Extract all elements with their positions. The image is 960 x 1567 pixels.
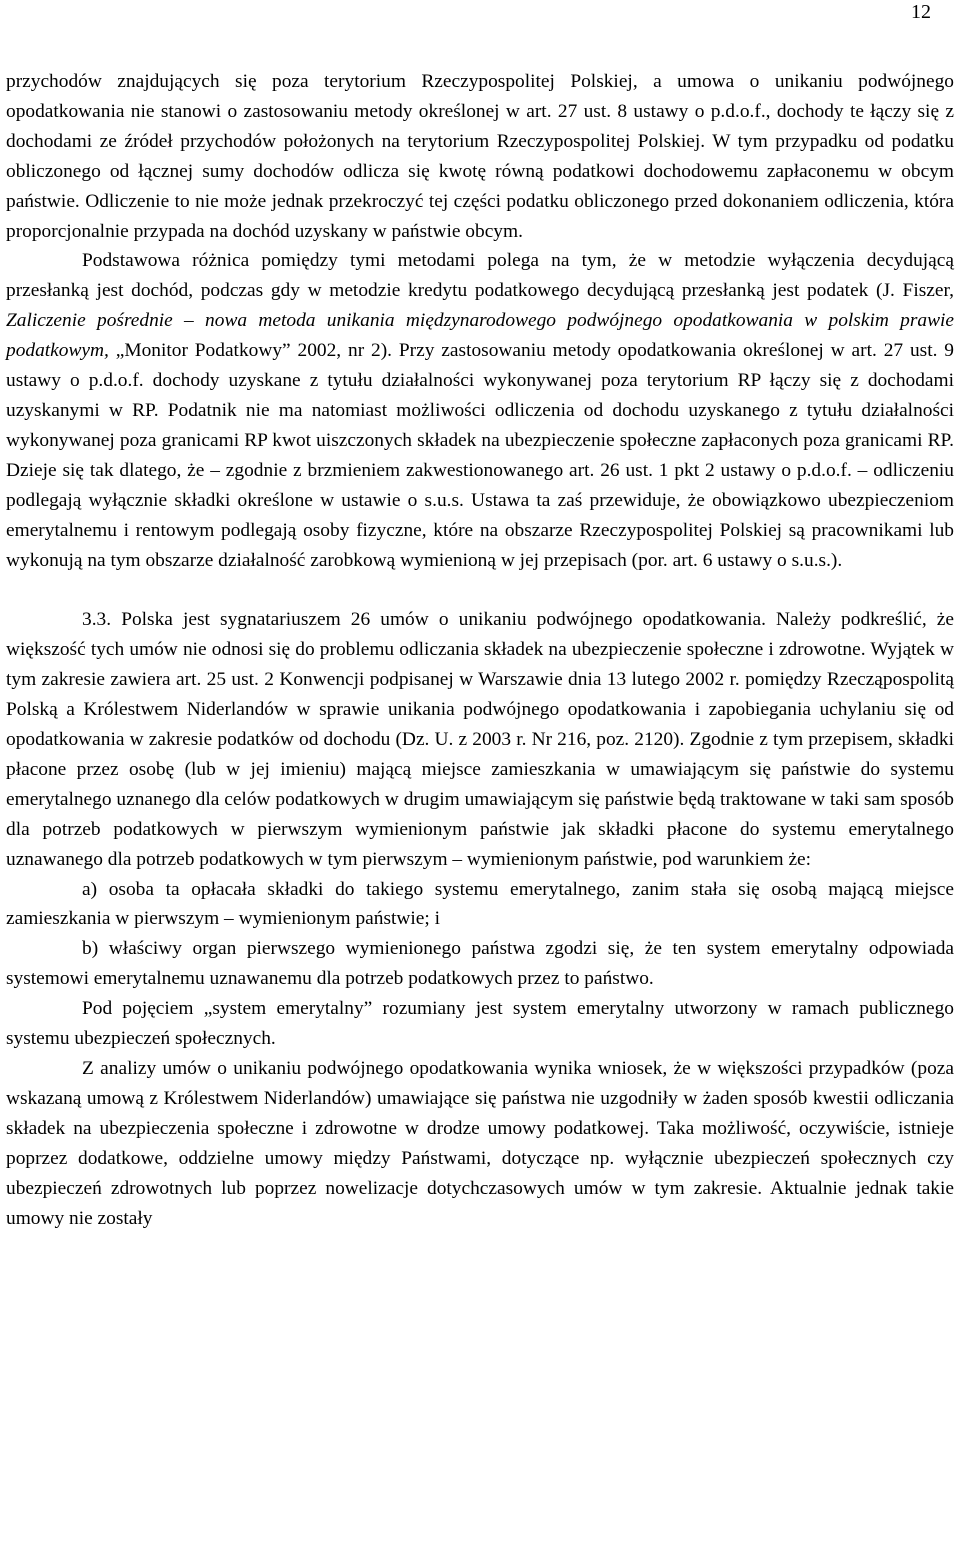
paragraph-section-3-3: 3.3. Polska jest sygnatariuszem 26 umów o unikaniu podwójnego opodatkowania. Należy podkreślić, że większość tych umów nie odnosi się do problemu odliczania składek na ubezpieczenie społeczne i zdrowotne. Wyjątek w tym zakresie zawiera art. 25 ust. 2 Konwencji podpisanej w Warszawie dnia 13 lutego 2002 r. pomiędzy Rzecząpospolitą Polską a Królestwem Niderlandów w sprawie unikania podwójnego opodatkowania i zapobiegania uchylaniu się od opodatkowania w zakresie podatków od dochodu (Dz. U. z 2003 r. Nr 216, poz. 2120). Zgodnie z tym przepisem, składki płacone przez osobę (lub w jej imieniu) mającą miejsce zamieszkania w umawiającym się państwie do systemu emerytalnego uznanego dla celów podatkowych w drugim umawiającym się państwie będą traktowane w taki sam sposób dla potrzeb podatkowych w pierwszym wymienionym państwie jak składki płacone do systemu emerytalnego uznawanego dla potrzeb podatkowych w tym pierwszym – wymienionym państwie, pod warunkiem że: — [6, 609, 954, 870]
paragraph-pension-system: Pod pojęciem „system emerytalny” rozumiany jest system emerytalny utworzony w ramach publicznego systemu ubezpieczeń społecznych. — [6, 998, 954, 1050]
document-body — [6, 67, 954, 1233]
cited-title: Zaliczenie pośrednie – nowa metoda unikania międzynarodowego podwójnego opodatkowania w polskim prawie podatkowym, — [6, 310, 954, 362]
paragraph-text: „Monitor Podatkowy” 2002, nr 2). Przy zastosowaniu metody opodatkowania określonej w art. 27 ust. 9 ustawy o p.d.o.f. dochody uzyskane z tytułu działalności wykonywanej poza terytorium RP łączy się z dochodami uzyskanymi w RP. Podatnik nie ma natomiast możliwości odliczenia od dochodu uzyskanego z tytułu działalności wykonywanej poza granicami RP kwot uiszczonych składek na ubezpieczenie społeczne zapłaconych poza granicami RP. Dzieje się tak dlatego, że – zgodnie z brzmieniem zakwestionowanego art. 26 ust. 1 pkt 2 ustawy o p.d.o.f. – odliczeniu podlegają wyłącznie składki określone w ustawie o s.u.s. Ustawa ta zaś przewiduje, że obowiązkowo ubezpieczeniom emerytalnemu i rentowym podlegają osoby fizyczne, które na obszarze Rzeczypospolitej Polskiej są pracownikami lub wykonują na tym obszarze działalność zarobkową wymienioną w jej przepisach (por. art. 6 ustawy o s.u.s.). — [6, 340, 954, 571]
paragraph-continued: przychodów znajdujących się poza terytorium Rzeczypospolitej Polskiej, a umowa o unikaniu podwójnego opodatkowania nie stanowi o zastosowaniu metody określonej w art. 27 ust. 8 ustawy o p.d.o.f., dochody te łączy się z dochodami ze źródeł przychodów położonych na terytorium Rzeczypospolitej Polskiej. W tym przypadku od podatku obliczonego od łącznej sumy dochodów odlicza się kwotę równą podatkowi dochodowemu zapłaconemu w obcym państwie. Odliczenie to nie może jednak przekroczyć tej części podatku obliczonego przed dokonaniem odliczenia, która proporcjonalnie przypada na dochód uzyskany w państwie obcym. — [6, 71, 954, 242]
paragraph-text: Podstawowa różnica pomiędzy tymi metodami polega na tym, że w metodzie wyłączenia decydującą przesłanką jest dochód, podczas gdy w metodzie kredytu podatkowego decydującą przesłanką jest podatek (J. Fiszer, — [6, 250, 954, 302]
list-item-a: a) osoba ta opłacała składki do takiego systemu emerytalnego, zanim stała się osobą mającą miejsce zamieszkania w pierwszym – wymienionym państwie; i — [6, 878, 954, 930]
page-number: 12 — [911, 1, 931, 23]
paragraph-analysis: Z analizy umów o unikaniu podwójnego opodatkowania wynika wniosek, że w większości przypadków (poza wskazaną umową z Królestwem Niderlandów) umawiające się państwa nie uzgodniły w żaden sposób kwestii odliczania składek na ubezpieczenia społeczne i zdrowotne w drodze umowy podatkowej. Taka możliwość, oczywiście, istnieje poprzez dodatkowe, oddzielne umowy między Państwami, dotyczące np. wyłącznie ubezpieczeń społecznych czy ubezpieczeń zdrowotnych lub poprzez nowelizacje dotychczasowych umów w tym zakresie. Aktualnie jednak takie umowy nie zostały — [6, 1058, 954, 1229]
paragraph-methods-difference — [6, 246, 954, 575]
list-item-b: b) właściwy organ pierwszego wymienionego państwa zgodzi się, że ten system emerytalny odpowiada systemowi emerytalnemu uznawanemu dla potrzeb podatkowych przez to państwo. — [6, 938, 954, 990]
